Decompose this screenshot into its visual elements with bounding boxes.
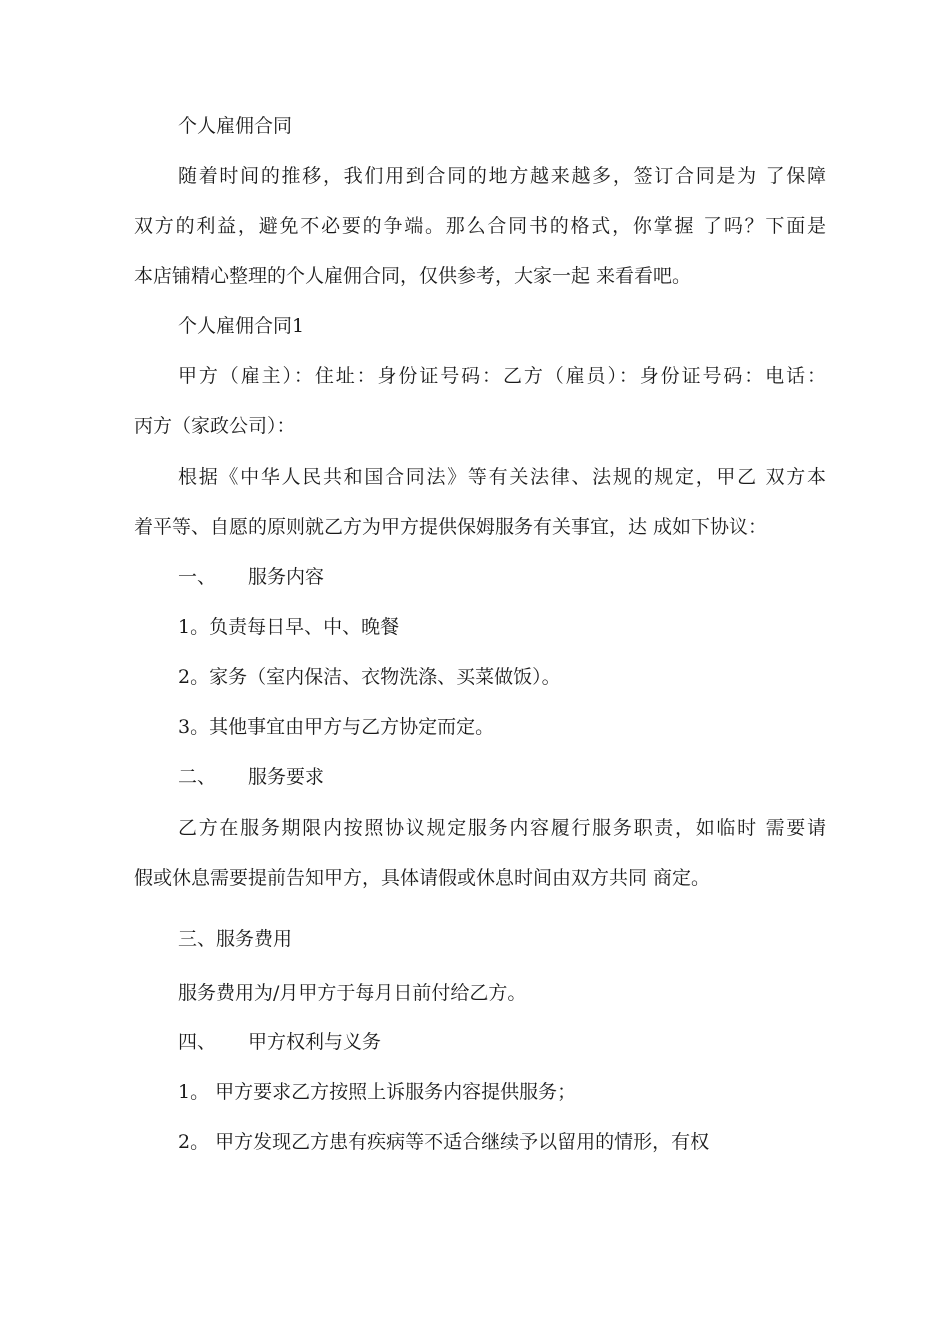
basis-line-2: 着平等、自愿的原则就乙方为甲方提供保姆服务有关事宜，达 成如下协议：	[134, 516, 768, 538]
section-2-body-line-2: 假或休息需要提前告知甲方，具体请假或休息时间由双方共同 商定。	[134, 867, 711, 889]
section-1-number: 一、	[178, 566, 217, 588]
section-1-item-1: 1。负责每日早、中、晚餐	[178, 616, 400, 638]
section-2-heading: 服务要求	[248, 766, 325, 788]
section-1-item-3: 3。其他事宜由甲方与乙方协定而定。	[178, 716, 495, 738]
section-3-heading: 三、服务费用	[178, 928, 293, 950]
section-2-number: 二、	[178, 766, 217, 788]
intro-line-1: 随着时间的推移，我们用到合同的地方越来越多，签订合同是为 了保障	[178, 165, 826, 187]
intro-line-3: 本店铺精心整理的个人雇佣合同，仅供参考，大家一起 来看看吧。	[134, 265, 692, 287]
section-3-body: 服务费用为/月甲方于每月日前付给乙方。	[178, 982, 527, 1004]
section-1-item-2: 2。家务（室内保洁、衣物洗涤、买菜做饭）。	[178, 666, 561, 688]
intro-line-2: 双方的利益，避免不必要的争端。那么合同书的格式，你掌握 了吗？下面是	[134, 215, 826, 237]
basis-line-1: 根据《中华人民共和国合同法》等有关法律、法规的规定，甲乙 双方本	[178, 466, 826, 488]
section-4-number: 四、	[178, 1031, 217, 1053]
section-4-item-2: 2。 甲方发现乙方患有疾病等不适合继续予以留用的情形，有权	[178, 1131, 710, 1153]
document-title: 个人雇佣合同	[178, 115, 293, 137]
section-2-body-line-1: 乙方在服务期限内按照协议规定服务内容履行服务职责，如临时 需要请	[178, 817, 826, 839]
parties-line-1: 甲方（雇主）：住址：身份证号码：乙方（雇员）：身份证号码：电话：	[178, 365, 826, 387]
contract-subtitle: 个人雇佣合同1	[178, 315, 305, 337]
section-4-item-1: 1。 甲方要求乙方按照上诉服务内容提供服务；	[178, 1081, 577, 1103]
parties-line-2: 丙方（家政公司）：	[134, 415, 296, 437]
section-4-heading: 甲方权利与义务	[248, 1031, 382, 1053]
section-1-heading: 服务内容	[248, 566, 325, 588]
